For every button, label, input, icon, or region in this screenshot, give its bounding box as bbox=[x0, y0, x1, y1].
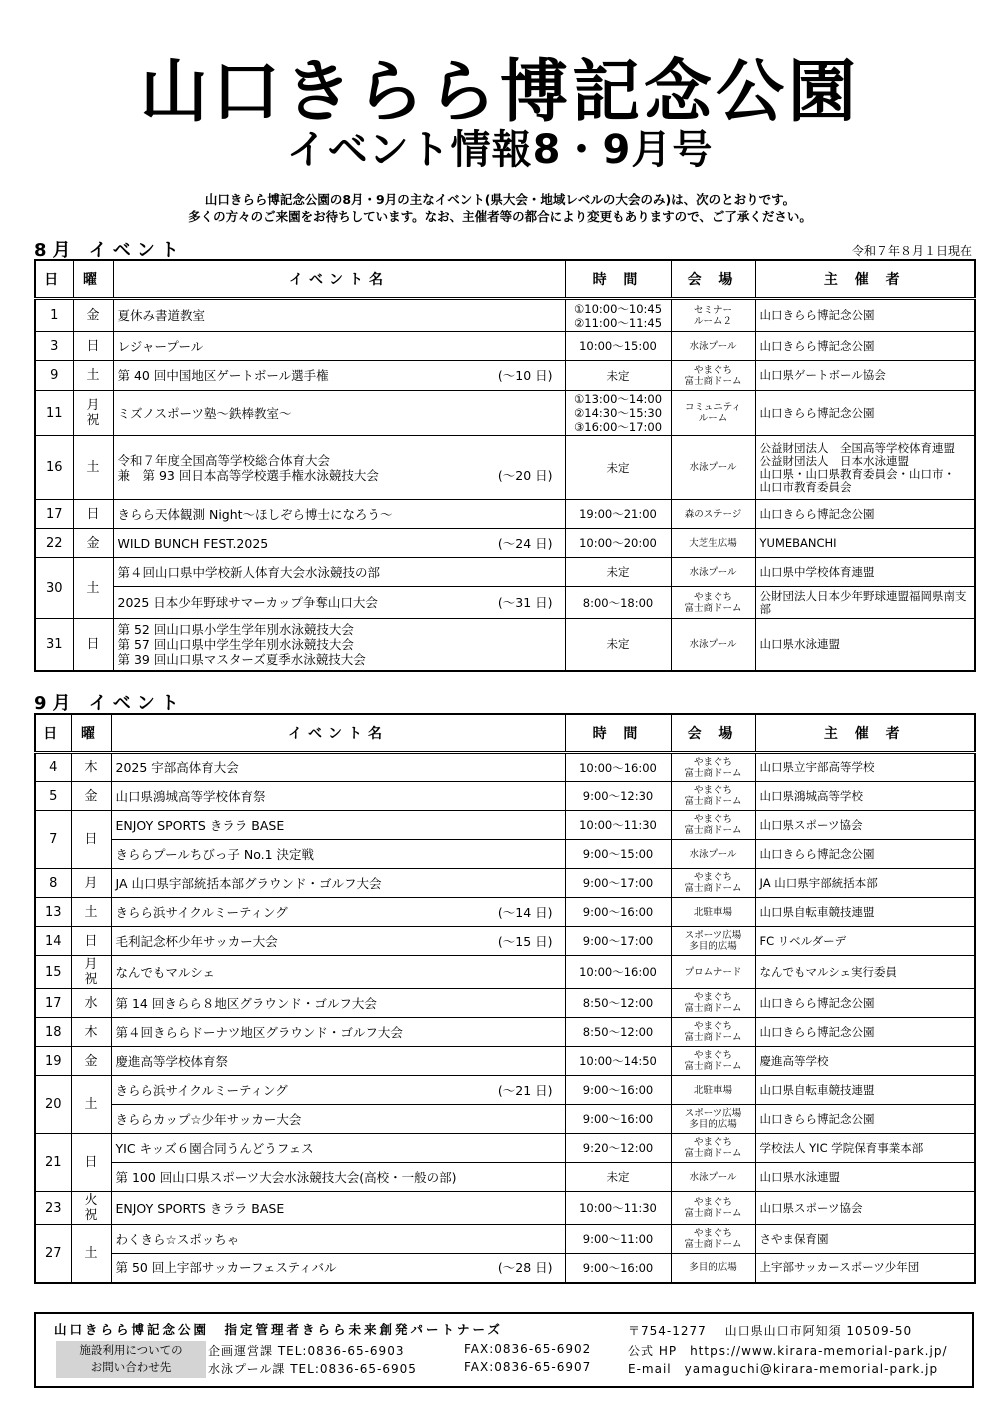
organizer-cell: 山口きらら博記念公園 bbox=[755, 332, 975, 361]
weekday-cell: 木 bbox=[71, 1018, 111, 1047]
weekday-cell: 日 bbox=[73, 500, 113, 529]
organizer-cell: 山口県水泳連盟 bbox=[755, 1163, 975, 1192]
organizer-cell: 山口きらら博記念公園 bbox=[755, 1018, 975, 1047]
september-events-table bbox=[34, 713, 976, 1284]
event-name-cell bbox=[111, 840, 565, 869]
col-day-header: 日 bbox=[35, 714, 71, 753]
organizer-cell: 山口県ゲートボール協会 bbox=[755, 361, 975, 391]
table-row bbox=[35, 956, 975, 989]
organizer-cell: JA 山口県宇部統括本部 bbox=[755, 869, 975, 898]
organizer-cell: さやま保育園 bbox=[755, 1225, 975, 1254]
day-cell: 11 bbox=[35, 391, 73, 436]
event-title: 第 52 回山口県小学生学年別水泳競技大会 第 57 回山口県中学生学年別水泳競技大会 第 39 回山口県マスターズ夏季水泳競技大会 bbox=[117, 621, 366, 667]
time-cell: 10:00～11:30 bbox=[565, 1192, 671, 1225]
organizer-cell: 山口県スポーツ協会 bbox=[755, 811, 975, 840]
day-cell: 30 bbox=[35, 558, 73, 619]
event-title: きらら天体観測 Night～ほしぞら博士になろう～ bbox=[117, 506, 393, 522]
weekday-cell: 金 bbox=[71, 1047, 111, 1076]
table-row bbox=[35, 1076, 975, 1105]
time-cell: 8:50～12:00 bbox=[565, 1018, 671, 1047]
col-venue-header: 会 場 bbox=[671, 260, 755, 299]
september-section-title: 9月 イベント bbox=[34, 693, 185, 714]
weekday-cell: 月 bbox=[71, 869, 111, 898]
day-cell: 19 bbox=[35, 1047, 71, 1076]
day-cell: 5 bbox=[35, 782, 71, 811]
table-row bbox=[35, 1254, 975, 1283]
day-cell: 1 bbox=[35, 299, 73, 332]
table-header-row bbox=[35, 260, 975, 299]
dept-planning-fax: FAX:0836-65-6902 bbox=[464, 1342, 592, 1356]
operator-line: 山口きらら博記念公園 指定管理者きらら未来創発パートナーズ bbox=[54, 1322, 503, 1337]
organizer-cell: 山口きらら博記念公園 bbox=[755, 840, 975, 869]
event-name-cell bbox=[111, 1163, 565, 1192]
event-title: ENJOY SPORTS きララ BASE bbox=[115, 1200, 285, 1216]
event-date-range: (～10 日) bbox=[497, 368, 553, 383]
day-cell: 22 bbox=[35, 529, 73, 558]
event-date-range: (～28 日) bbox=[497, 1260, 553, 1276]
contact-footer bbox=[34, 1312, 974, 1388]
table-row bbox=[35, 1105, 975, 1134]
col-venue-header: 会 場 bbox=[671, 714, 755, 753]
event-name-cell bbox=[113, 558, 565, 587]
table-row bbox=[35, 840, 975, 869]
organizer-cell: 山口県鴻城高等学校 bbox=[755, 782, 975, 811]
col-time-header: 時 間 bbox=[565, 714, 671, 753]
time-cell: 9:00～12:30 bbox=[565, 782, 671, 811]
time-cell: 9:00～11:00 bbox=[565, 1225, 671, 1254]
organizer-cell: 山口県自転車競技連盟 bbox=[755, 898, 975, 927]
venue-cell: プロムナード bbox=[671, 956, 755, 989]
venue-cell: スポーツ広場 多目的広場 bbox=[671, 1105, 755, 1134]
table-row bbox=[35, 332, 975, 361]
time-cell: 9:00～17:00 bbox=[565, 927, 671, 956]
organizer-cell: 学校法人 YIC 学院保育事業本部 bbox=[755, 1134, 975, 1163]
time-cell: 9:00～16:00 bbox=[565, 1105, 671, 1134]
event-title: レジャープール bbox=[117, 338, 204, 354]
weekday-cell: 水 bbox=[71, 989, 111, 1018]
event-title: 第 100 回山口県スポーツ大会水泳競技大会(高校・一般の部) bbox=[115, 1169, 457, 1185]
event-date-range: (～24 日) bbox=[497, 535, 553, 551]
organizer-cell: 山口県水泳連盟 bbox=[755, 619, 975, 671]
table-header-row bbox=[35, 714, 975, 753]
venue-cell: 大芝生広場 bbox=[671, 529, 755, 558]
event-name-cell bbox=[111, 753, 565, 782]
organizer-cell: なんでもマルシェ実行委員 bbox=[755, 956, 975, 989]
venue-cell: 水泳プール bbox=[671, 332, 755, 361]
venue-cell: やまぐち 富士商ドーム bbox=[671, 989, 755, 1018]
table-row bbox=[35, 436, 975, 500]
time-cell: 10:00～15:00 bbox=[565, 332, 671, 361]
day-cell: 14 bbox=[35, 927, 71, 956]
venue-cell: やまぐち 富士商ドーム bbox=[671, 753, 755, 782]
email-link[interactable]: E-mail yamaguchi@kirara-memorial-park.jp bbox=[628, 1362, 939, 1376]
day-cell: 8 bbox=[35, 869, 71, 898]
table-row bbox=[35, 898, 975, 927]
organizer-cell: YUMEBANCHI bbox=[755, 529, 975, 558]
time-cell: 8:00～18:00 bbox=[565, 587, 671, 619]
event-title: 第 14 回きらら８地区グラウンド・ゴルフ大会 bbox=[115, 995, 377, 1011]
event-title: きらら浜サイクルミーティング bbox=[115, 1082, 288, 1098]
venue-cell: やまぐち 富士商ドーム bbox=[671, 1192, 755, 1225]
day-cell: 7 bbox=[35, 811, 71, 869]
time-cell: 未定 bbox=[565, 436, 671, 500]
day-cell: 16 bbox=[35, 436, 73, 500]
event-name-cell bbox=[111, 1076, 565, 1105]
event-date-range: (～15 日) bbox=[497, 933, 553, 949]
event-title: 夏休み書道教室 bbox=[117, 308, 206, 323]
weekday-cell: 土 bbox=[73, 558, 113, 619]
event-title: 山口県鴻城高等学校体育祭 bbox=[115, 788, 266, 804]
day-cell: 27 bbox=[35, 1225, 71, 1283]
time-cell: ①10:00～10:45 ②11:00～11:45 bbox=[565, 299, 671, 332]
organizer-cell: 山口きらら博記念公園 bbox=[755, 989, 975, 1018]
event-title: YIC キッズ６園合同うんどうフェス bbox=[115, 1140, 314, 1156]
weekday-cell: 金 bbox=[73, 299, 113, 332]
intro-line-1: 山口きらら博記念公園の8月・9月の主なイベント(県大会・地域レベルの大会のみ)は、次のとおりです。 bbox=[204, 192, 796, 207]
event-name-cell bbox=[113, 500, 565, 529]
time-cell: 10:00～20:00 bbox=[565, 529, 671, 558]
time-cell: 未定 bbox=[565, 619, 671, 671]
event-name-cell bbox=[111, 782, 565, 811]
day-cell: 17 bbox=[35, 500, 73, 529]
table-row bbox=[35, 782, 975, 811]
weekday-cell: 土 bbox=[71, 1076, 111, 1134]
event-name-cell bbox=[113, 587, 565, 619]
weekday-cell: 土 bbox=[73, 361, 113, 391]
organizer-cell: 山口県スポーツ協会 bbox=[755, 1192, 975, 1225]
venue-cell: 北駐車場 bbox=[671, 898, 755, 927]
time-cell: 10:00～14:50 bbox=[565, 1047, 671, 1076]
time-cell: 10:00～16:00 bbox=[565, 956, 671, 989]
weekday-cell: 金 bbox=[71, 782, 111, 811]
table-row bbox=[35, 927, 975, 956]
event-name-cell bbox=[111, 1192, 565, 1225]
event-date-range: (～31 日) bbox=[497, 595, 553, 610]
event-name-cell bbox=[111, 1047, 565, 1076]
col-event-header: イベント名 bbox=[111, 714, 565, 753]
event-name-cell bbox=[111, 956, 565, 989]
time-cell: 8:50～12:00 bbox=[565, 989, 671, 1018]
day-cell: 4 bbox=[35, 753, 71, 782]
table-row bbox=[35, 299, 975, 332]
organizer-cell: FC リベルダーデ bbox=[755, 927, 975, 956]
table-row bbox=[35, 1163, 975, 1192]
time-cell: 9:20～12:00 bbox=[565, 1134, 671, 1163]
event-title: ENJOY SPORTS きララ BASE bbox=[115, 817, 285, 833]
venue-cell: やまぐち 富士商ドーム bbox=[671, 1047, 755, 1076]
venue-cell: やまぐち 富士商ドーム bbox=[671, 811, 755, 840]
table-row bbox=[35, 529, 975, 558]
weekday-cell: 月 祝 bbox=[71, 956, 111, 989]
venue-cell: やまぐち 富士商ドーム bbox=[671, 587, 755, 619]
event-date-range: (～21 日) bbox=[497, 1082, 553, 1098]
weekday-cell: 日 bbox=[71, 1134, 111, 1192]
venue-cell: 水泳プール bbox=[671, 840, 755, 869]
organizer-cell: 公財団法人日本少年野球連盟福岡県南支部 bbox=[755, 587, 975, 619]
time-cell: 未定 bbox=[565, 558, 671, 587]
event-title: きららプールちびっ子 No.1 決定戦 bbox=[115, 846, 315, 862]
time-cell: 9:00～16:00 bbox=[565, 1254, 671, 1283]
event-name-cell bbox=[111, 1018, 565, 1047]
event-name-cell bbox=[111, 927, 565, 956]
venue-cell: コミュニティ ルーム bbox=[671, 391, 755, 436]
event-title: JA 山口県宇部統括本部グラウンド・ゴルフ大会 bbox=[115, 875, 382, 891]
event-name-cell bbox=[111, 869, 565, 898]
event-title: 2025 宇部高体育大会 bbox=[115, 760, 239, 775]
weekday-cell: 日 bbox=[73, 619, 113, 671]
day-cell: 9 bbox=[35, 361, 73, 391]
col-org-header: 主 催 者 bbox=[755, 714, 975, 753]
venue-cell: 北駐車場 bbox=[671, 1076, 755, 1105]
time-cell: 9:00～17:00 bbox=[565, 869, 671, 898]
dept-pool-fax: FAX:0836-65-6907 bbox=[464, 1360, 592, 1374]
event-title: 第４回山口県中学校新人体育大会水泳競技の部 bbox=[117, 564, 381, 580]
organizer-cell: 山口きらら博記念公園 bbox=[755, 391, 975, 436]
table-row bbox=[35, 1018, 975, 1047]
table-row bbox=[35, 869, 975, 898]
event-name-cell bbox=[111, 1105, 565, 1134]
table-row bbox=[35, 1047, 975, 1076]
organizer-cell: 公益財団法人 全国高等学校体育連盟 公益財団法人 日本水泳連盟 山口県・山口県教育委員会・山口市・ 山口市教育委員会 bbox=[755, 436, 975, 500]
table-row bbox=[35, 1192, 975, 1225]
weekday-cell: 月 祝 bbox=[73, 391, 113, 436]
table-row bbox=[35, 619, 975, 671]
col-event-header: イベント名 bbox=[113, 260, 565, 299]
time-cell: 9:00～16:00 bbox=[565, 898, 671, 927]
weekday-cell: 土 bbox=[71, 898, 111, 927]
table-row bbox=[35, 558, 975, 587]
table-row bbox=[35, 1225, 975, 1254]
weekday-cell: 土 bbox=[73, 436, 113, 500]
venue-cell: 多目的広場 bbox=[671, 1254, 755, 1283]
venue-cell: 水泳プール bbox=[671, 436, 755, 500]
day-cell: 17 bbox=[35, 989, 71, 1018]
day-cell: 31 bbox=[35, 619, 73, 671]
as-of-date: 令和７年８月１日現在 bbox=[851, 244, 972, 258]
table-row bbox=[35, 391, 975, 436]
venue-cell: 水泳プール bbox=[671, 558, 755, 587]
weekday-cell: 火 祝 bbox=[71, 1192, 111, 1225]
august-events-table bbox=[34, 259, 976, 672]
weekday-cell: 土 bbox=[71, 1225, 111, 1283]
event-title: 令和７年度全国高等学校総合体育大会 兼 第 93 回日本高等学校選手権水泳競技大会 bbox=[117, 452, 379, 483]
time-cell: 10:00～11:30 bbox=[565, 811, 671, 840]
event-name-cell bbox=[113, 361, 565, 391]
col-time-header: 時 間 bbox=[565, 260, 671, 299]
inquiry-label: 施設利用についての お問い合わせ先 bbox=[56, 1341, 206, 1378]
event-name-cell bbox=[111, 1134, 565, 1163]
table-row bbox=[35, 989, 975, 1018]
weekday-cell: 木 bbox=[71, 753, 111, 782]
venue-cell: 水泳プール bbox=[671, 619, 755, 671]
time-cell: 未定 bbox=[565, 361, 671, 391]
venue-cell: やまぐち 富士商ドーム bbox=[671, 1225, 755, 1254]
event-name-cell bbox=[111, 1254, 565, 1283]
event-name-cell bbox=[111, 811, 565, 840]
table-row bbox=[35, 811, 975, 840]
day-cell: 15 bbox=[35, 956, 71, 989]
col-dow-header: 曜 bbox=[73, 260, 113, 299]
event-title: 第 50 回上宇部サッカーフェスティバル bbox=[115, 1260, 337, 1276]
col-day-header: 日 bbox=[35, 260, 73, 299]
day-cell: 21 bbox=[35, 1134, 71, 1192]
organizer-cell: 山口きらら博記念公園 bbox=[755, 500, 975, 529]
day-cell: 20 bbox=[35, 1076, 71, 1134]
venue-cell: セミナー ルーム２ bbox=[671, 299, 755, 332]
table-row bbox=[35, 1134, 975, 1163]
venue-cell: やまぐち 富士商ドーム bbox=[671, 361, 755, 391]
intro-line-2: 多くの方々のご来園をお待ちしています。なお、主催者等の都合により変更もありますので、ご了承ください。 bbox=[188, 209, 812, 224]
page-subtitle: イベント情報8・9月号 bbox=[286, 127, 714, 173]
weekday-cell: 日 bbox=[71, 927, 111, 956]
time-cell: 未定 bbox=[565, 1163, 671, 1192]
event-title: きらら浜サイクルミーティング bbox=[115, 904, 288, 920]
event-title: ミズノスポーツ塾～鉄棒教室～ bbox=[117, 405, 292, 421]
event-name-cell bbox=[113, 436, 565, 500]
organizer-cell: 山口きらら博記念公園 bbox=[755, 1105, 975, 1134]
time-cell: 9:00～15:00 bbox=[565, 840, 671, 869]
event-name-cell bbox=[113, 529, 565, 558]
time-cell: 9:00～16:00 bbox=[565, 1076, 671, 1105]
day-cell: 3 bbox=[35, 332, 73, 361]
event-title: WILD BUNCH FEST.2025 bbox=[117, 535, 269, 551]
dept-pool-tel: 水泳プール課 TEL:0836-65-6905 bbox=[208, 1362, 417, 1376]
weekday-cell: 金 bbox=[73, 529, 113, 558]
organizer-cell: 山口県立宇部高等学校 bbox=[755, 753, 975, 782]
event-title: 2025 日本少年野球サマーカップ争奪山口大会 bbox=[117, 595, 378, 610]
event-title: 第 40 回中国地区ゲートボール選手権 bbox=[117, 368, 329, 383]
col-dow-header: 曜 bbox=[71, 714, 111, 753]
organizer-cell: 山口県中学校体育連盟 bbox=[755, 558, 975, 587]
august-section-title: 8月 イベント bbox=[34, 240, 185, 261]
event-title: きららカップ☆少年サッカー大会 bbox=[115, 1111, 302, 1127]
time-cell: 19:00～21:00 bbox=[565, 500, 671, 529]
weekday-cell: 日 bbox=[73, 332, 113, 361]
day-cell: 18 bbox=[35, 1018, 71, 1047]
organizer-cell: 上宇部サッカースポーツ少年団 bbox=[755, 1254, 975, 1283]
page-title: 山口きらら博記念公園 bbox=[139, 53, 860, 132]
day-cell: 23 bbox=[35, 1192, 71, 1225]
time-cell: ①13:00～14:00 ②14:30～15:30 ③16:00～17:00 bbox=[565, 391, 671, 436]
event-name-cell bbox=[113, 299, 565, 332]
event-title: 慶進高等学校体育祭 bbox=[115, 1053, 229, 1069]
event-date-range: (～20 日) bbox=[497, 467, 553, 483]
weekday-cell: 日 bbox=[71, 811, 111, 869]
event-name-cell bbox=[113, 332, 565, 361]
event-title: なんでもマルシェ bbox=[115, 964, 215, 980]
venue-cell: やまぐち 富士商ドーム bbox=[671, 1018, 755, 1047]
table-row bbox=[35, 361, 975, 391]
venue-cell: やまぐち 富士商ドーム bbox=[671, 869, 755, 898]
event-date-range: (～14 日) bbox=[497, 904, 553, 920]
event-name-cell bbox=[113, 391, 565, 436]
organizer-cell: 山口県自転車競技連盟 bbox=[755, 1076, 975, 1105]
website-link[interactable]: 公式 HP https://www.kirara-memorial-park.jp/ bbox=[628, 1344, 948, 1358]
event-title: 毛利記念杯少年サッカー大会 bbox=[115, 933, 278, 949]
venue-cell: やまぐち 富士商ドーム bbox=[671, 1134, 755, 1163]
organizer-cell: 慶進高等学校 bbox=[755, 1047, 975, 1076]
table-row bbox=[35, 753, 975, 782]
time-cell: 10:00～16:00 bbox=[565, 753, 671, 782]
organizer-cell: 山口きらら博記念公園 bbox=[755, 299, 975, 332]
event-name-cell bbox=[111, 1225, 565, 1254]
table-row bbox=[35, 500, 975, 529]
event-name-cell bbox=[111, 989, 565, 1018]
venue-cell: 森のステージ bbox=[671, 500, 755, 529]
address: 〒754-1277 山口県山口市阿知須 10509-50 bbox=[628, 1324, 913, 1338]
venue-cell: スポーツ広場 多目的広場 bbox=[671, 927, 755, 956]
venue-cell: 水泳プール bbox=[671, 1163, 755, 1192]
day-cell: 13 bbox=[35, 898, 71, 927]
venue-cell: やまぐち 富士商ドーム bbox=[671, 782, 755, 811]
event-title: わくきら☆スポッちゃ bbox=[115, 1231, 240, 1247]
event-title: 第４回きららドーナツ地区グラウンド・ゴルフ大会 bbox=[115, 1024, 403, 1040]
col-org-header: 主 催 者 bbox=[755, 260, 975, 299]
table-row bbox=[35, 587, 975, 619]
dept-planning-tel: 企画運営課 TEL:0836-65-6903 bbox=[208, 1344, 405, 1358]
event-name-cell bbox=[111, 898, 565, 927]
event-name-cell bbox=[113, 619, 565, 671]
